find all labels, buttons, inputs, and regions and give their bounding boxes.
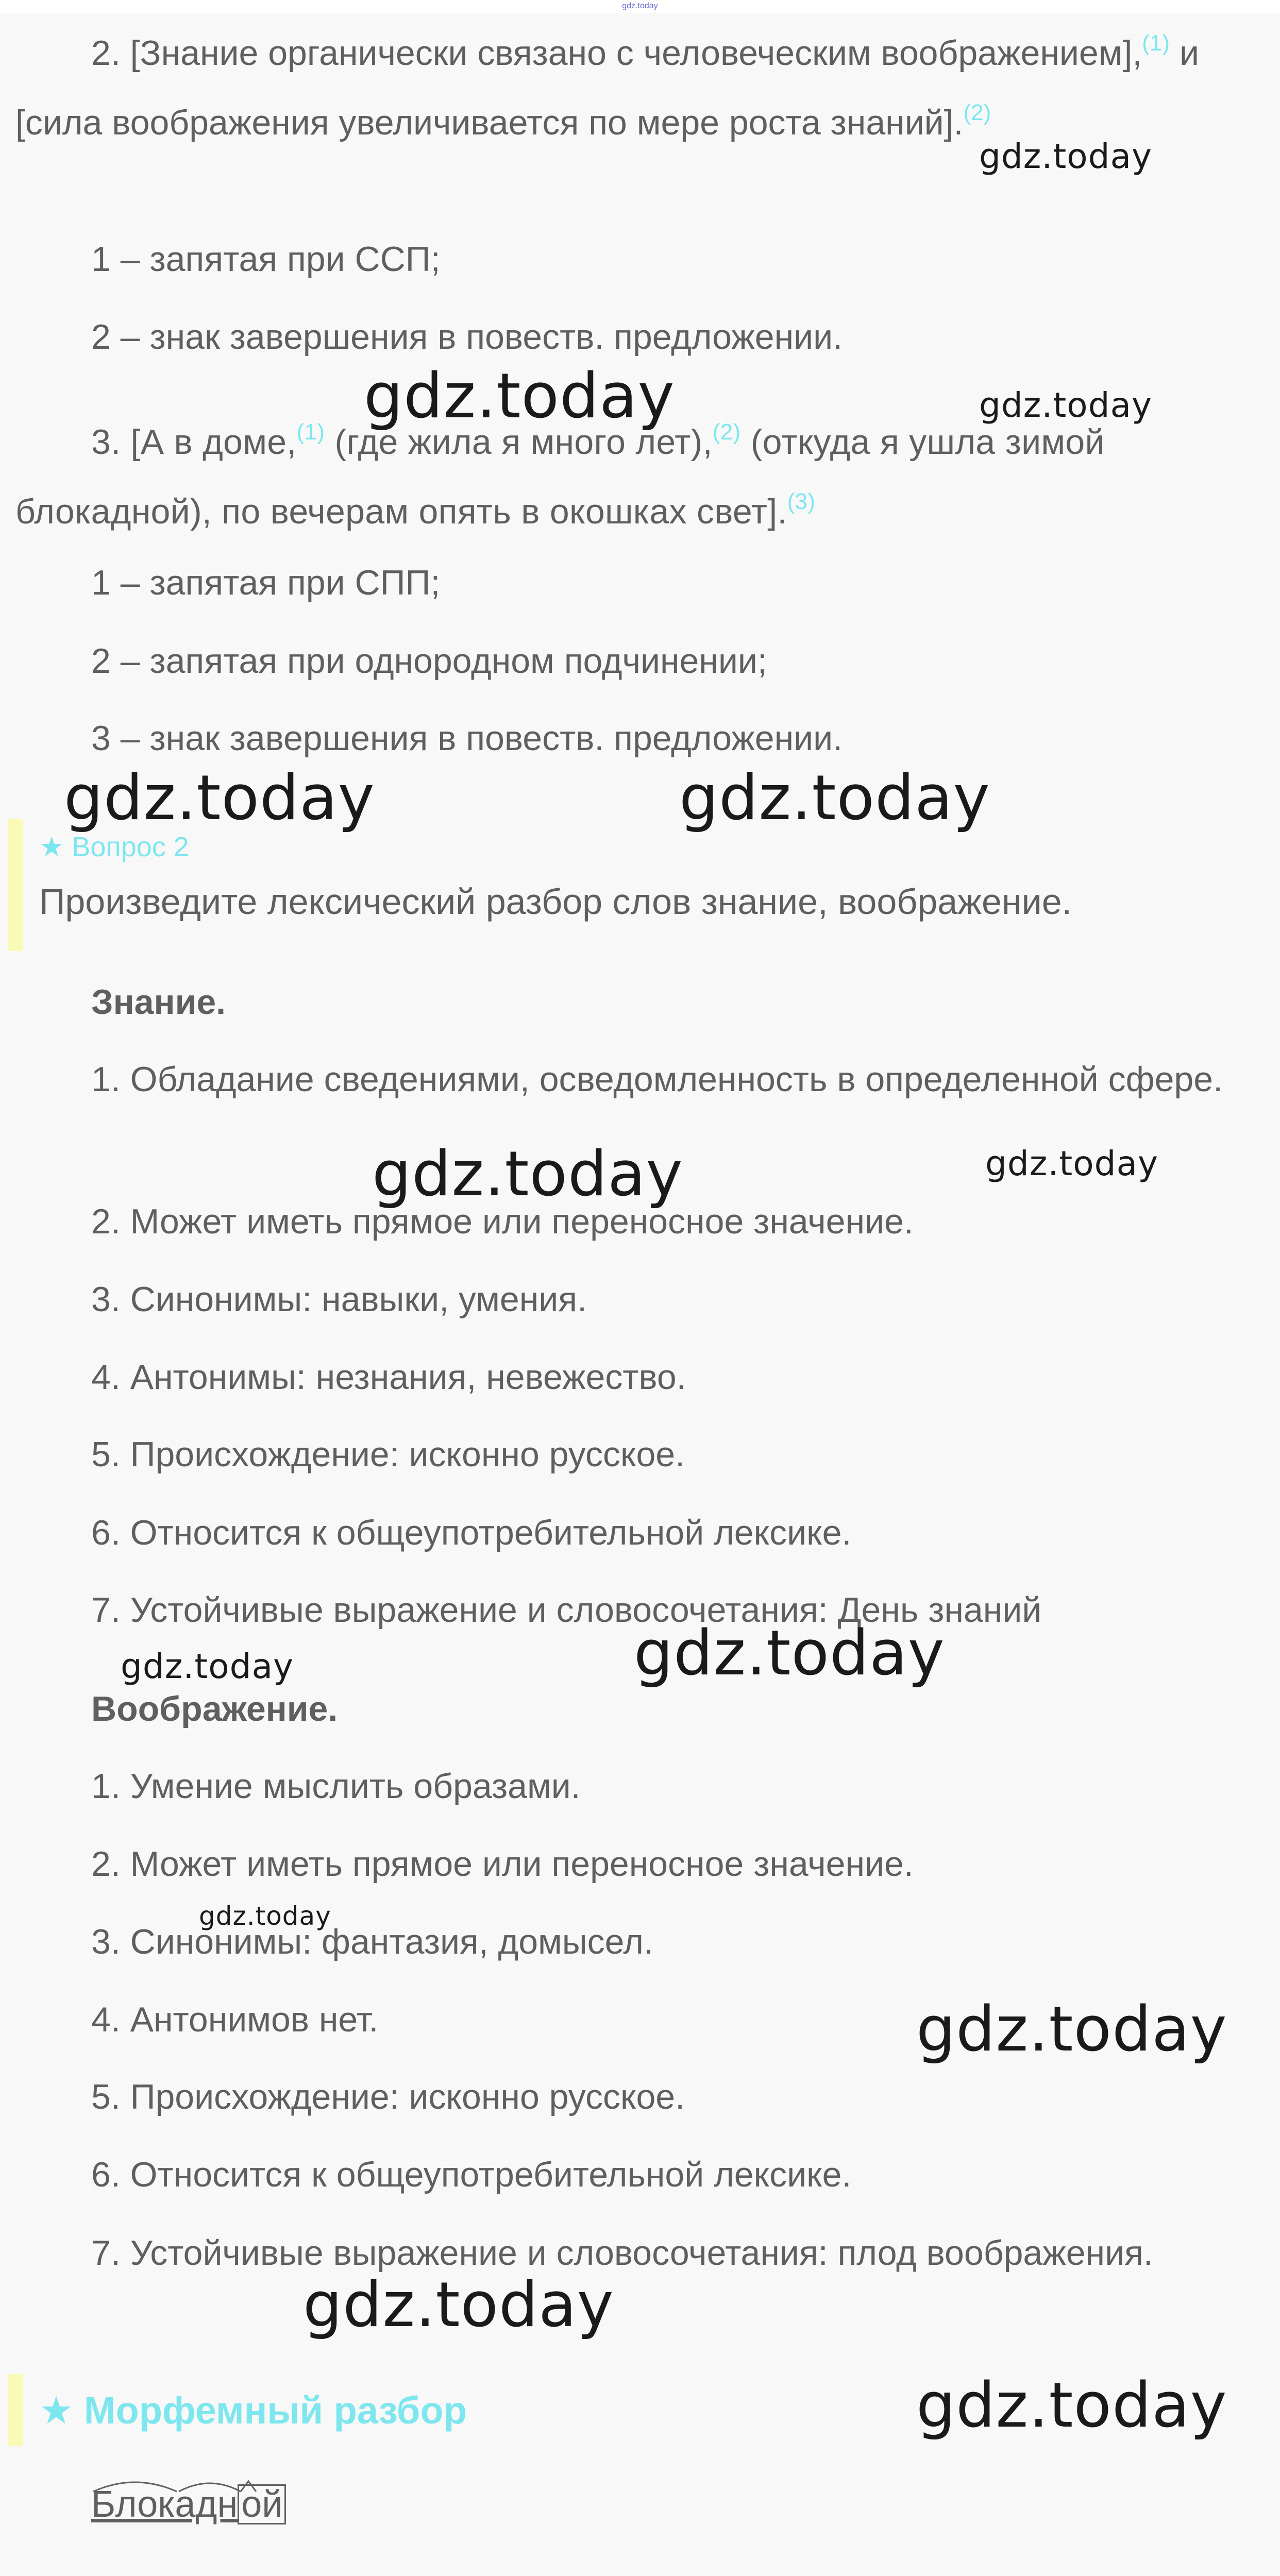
suffix-mark [241, 2481, 256, 2492]
sentence-3-part-1: 3. [А в доме, [91, 422, 297, 462]
list-item: 3. Синонимы: навыки, умения. [91, 1280, 587, 1319]
watermark: gdz.today [979, 385, 1153, 425]
list-item: 1. Обладание сведениями, осведомленность в определенной сфере. [91, 1060, 1223, 1099]
note-item: 2 – запятая при однородном подчинении; [91, 641, 767, 681]
watermark: gdz.today [199, 1901, 331, 1931]
sentence-2-part-2: и [сила воображения увеличивается по мере роста знаний]. [15, 33, 1199, 142]
marker: (2) [712, 419, 741, 445]
watermark: gdz.today [121, 1647, 294, 1686]
note-item: 1 – запятая при СПП; [91, 563, 441, 602]
sentence-3-part-3: (откуда я ушла зимой блокадной), по вечерам опять в окошках свет]. [15, 422, 1105, 531]
list-item: 4. Антонимов нет. [91, 2000, 379, 2039]
list-item: 3. Синонимы: фантазия, домысел. [91, 1922, 653, 1961]
watermark: gdz.today [634, 1618, 945, 1689]
marker: (1) [1142, 30, 1170, 56]
list-item: 6. Относится к общеупотребительной лексике. [91, 2155, 852, 2194]
top-bar [0, 0, 1280, 13]
list-item: 7. Устойчивые выражение и словосочетания: День знаний [91, 1590, 1042, 1630]
watermark: gdz.today [979, 137, 1153, 176]
prefix-arc [93, 2482, 177, 2492]
list-item: 7. Устойчивые выражение и словосочетания: плод воображения. [91, 2233, 1153, 2273]
question-2-title[interactable]: ★ Вопрос 2 [39, 832, 189, 862]
watermark: gdz.today [679, 762, 990, 834]
note-item: 3 – знак завершения в повеств. предложении. [91, 719, 843, 758]
znanie-heading: Знание. [91, 982, 226, 1022]
watermark: gdz.today [916, 2370, 1227, 2442]
sentence-2-part-1: 2. [Знание органически связано с человеческим воображением], [91, 33, 1142, 73]
watermark: gdz.today [303, 2269, 614, 2341]
voobrazhenie-heading: Воображение. [91, 1689, 338, 1728]
marker: (3) [787, 489, 816, 514]
morpheme-marks [91, 2473, 308, 2494]
list-item: 5. Происхождение: исконно русское. [91, 2077, 685, 2116]
watermark: gdz.today [364, 361, 675, 432]
note-item: 2 – знак завершения в повеств. предложении. [91, 317, 843, 357]
sentence-3-part-2: (где жила я много лет), [325, 422, 713, 462]
watermark: gdz.today [985, 1144, 1159, 1183]
question-2-box [8, 819, 1271, 951]
watermark: gdz.today [372, 1139, 683, 1210]
morpheme-title[interactable]: ★ Морфемный разбор [39, 2389, 467, 2432]
highlight-bar [8, 2374, 23, 2446]
highlight-bar [8, 819, 23, 951]
list-item: 2. Может иметь прямое или переносное значение. [91, 1844, 914, 1884]
list-item: 1. Умение мыслить образами. [91, 1767, 581, 1806]
morpheme-word [91, 2483, 286, 2526]
marker: (1) [296, 419, 325, 445]
word-stem: Блокадн [91, 2484, 238, 2525]
marker: (2) [963, 100, 991, 125]
site-label[interactable]: gdz.today [622, 2, 658, 10]
root-arc [179, 2483, 241, 2492]
word-ending: ой [238, 2484, 286, 2524]
watermark: gdz.today [64, 762, 375, 834]
list-item: 5. Происхождение: исконно русское. [91, 1435, 685, 1474]
list-item: 2. Может иметь прямое или переносное значение. [91, 1202, 914, 1241]
question-2-text: Произведите лексический разбор слов знание, воображение. [39, 882, 1072, 922]
note-item: 1 – запятая при ССП; [91, 240, 441, 279]
list-item: 4. Антонимы: незнания, невежество. [91, 1358, 686, 1397]
watermark: gdz.today [916, 1994, 1227, 2065]
list-item: 6. Относится к общеупотребительной лексике. [91, 1513, 852, 1552]
